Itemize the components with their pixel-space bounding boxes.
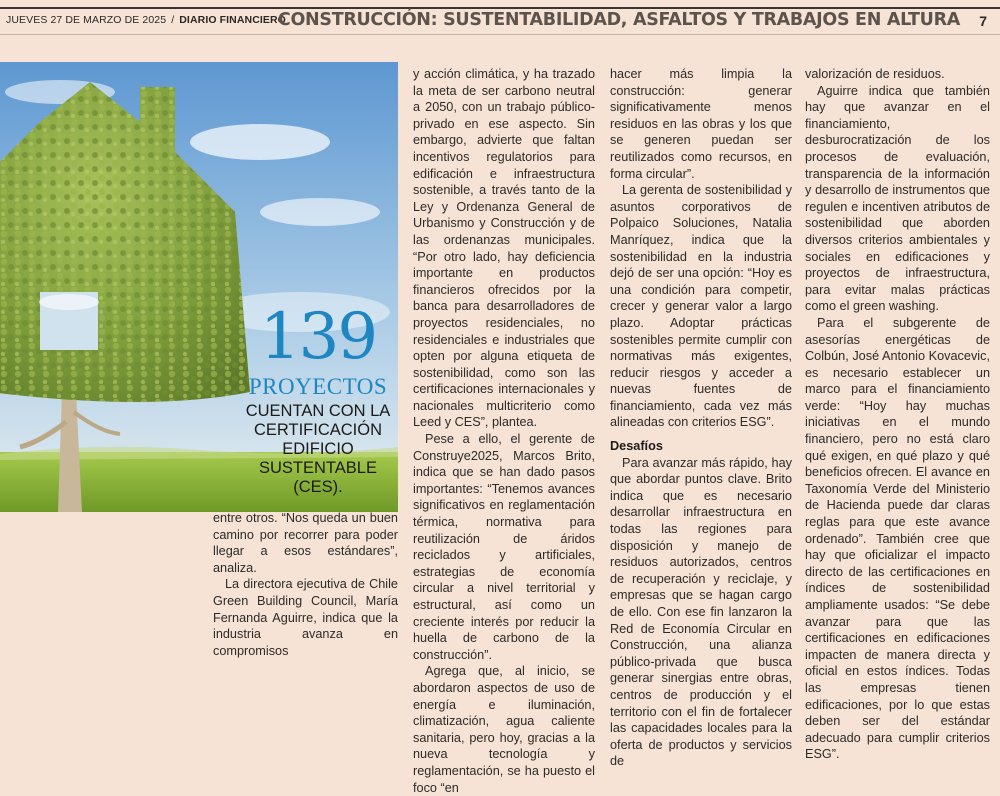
stat-number: 139 [259, 300, 377, 374]
paragraph: entre otros. “Nos queda un buen camino por recorrer para poder llegar a esos estándares”, analiza. [213, 511, 398, 575]
page-number: 7 [979, 13, 987, 29]
header-divider [0, 34, 1000, 35]
article-column-3 [610, 66, 792, 769]
top-rule [0, 7, 1000, 9]
article-column-1 [213, 510, 398, 658]
paragraph: La gerenta de sostenibilidad y asuntos corporativos de Polpaico Soluciones, Natalia Manríquez, indica que la sostenibilidad en la industria dejó de ser una opción: “Hoy es una condición para competir, crecer y generar valor a largo plazo. Adoptar prácticas sostenibles permite cumplir con normativas más exigentes, reducir riesgos y acceder a nuevas fuentes de financiamiento, cada vez más alineadas con criterios ESG”. [610, 183, 792, 430]
stat-caption: CUENTAN CON LA CERTIFICACIÓN EDIFICIO SUSTENTABLE (CES). [245, 402, 391, 496]
stat-unit: PROYECTOS [248, 374, 388, 399]
article-column-4 [805, 66, 990, 762]
page-header-dateline [6, 14, 286, 26]
paragraph: Para el subgerente de asesorías energéticas de Colbún, José Antonio Kovacevic, es necesario establecer un marco para el financiamiento verde: “Hoy hay muchas iniciativas en el mundo financiero, pero no está claro qué exigen, en qué plazo y qué beneficios ofrecen. El avance en Taxonomía Verde del Ministerio de Hacienda puede dar claras reglas para que este avance ordenado”. También cree que hay que oficializar el impacto directo de las certificaciones en índices de sostenibilidad ampliamente usados: “Se debe avanzar para que las certificaciones en edificaciones impacten de manera directa y oficial en estos índices. Todas las empresas tienen edificaciones, por lo que estas deben ser del estándar adecuado para cumplir criterios ESG”. [805, 315, 990, 762]
section-title: CONSTRUCCIÓN: SUSTENTABILIDAD, ASFALTOS Y TRABAJOS EN ALTURA [277, 10, 960, 30]
publication-name: DIARIO FINANCIERO [179, 14, 286, 26]
paragraph: y acción climática, y ha trazado la meta de ser carbono neutral a 2050, con un trabajo público-privado en ese aspecto. Sin embargo, advierte que faltan incentivos regulatorios para edificación e infraestructura sostenible, a través tanto de la Ley y Ordenanza General de Urbanismo y Construcción y de las ordenanzas municipales. “Por otro lado, hay deficiencia importante en productos financieros ofrecidos por la banca para desarrolladores de proyectos residenciales, no residenciales e industriales que opten por alguna etiqueta de sostenibilidad, como son las certificaciones internacionales y nacionales multicriterio como Leed y CES”, plantea. [413, 67, 595, 430]
paragraph: hacer más limpia la construcción: generar significativamente menos residuos en las obras y los que se generen puedan ser reutilizados como recursos, en forma circular”. [610, 67, 792, 181]
paragraph: valorización de residuos. [805, 67, 945, 81]
article-column-2 [413, 66, 595, 795]
subheading-desafios: Desafíos [610, 439, 663, 454]
highlight-stat [238, 300, 398, 496]
paragraph: Pese a ello, el gerente de Construye2025, Marcos Brito, indica que se han dado pasos importantes: “Tenemos avances significativos en reglamentación térmica, normativa para reutilización de áridos reciclados y artificiales, estrategias de economía circular a nivel territorial y estructural, así como un creciente interés por reducir la huella de carbono de la construcción”. [413, 432, 595, 662]
paragraph: Aguirre indica que también hay que avanzar en el financiamiento, desburocratización de los procesos de evaluación, transparencia de la información y desarrollo de instrumentos que regulen e incentiven atributos de sostenibilidad que aborden diversos criterios ambientales y sociales en edificaciones y proyectos de infraestructura, para evitar malas prácticas como el green washing. [805, 83, 990, 314]
issue-date: JUEVES 27 DE MARZO DE 2025 [6, 14, 167, 26]
paragraph: Agrega que, al inicio, se abordaron aspectos de uso de energía e iluminación, climatización, agua caliente sanitaria, pero hoy, gracias a la nueva tecnología y reglamentación, se ha puesto el foco “en [413, 664, 595, 795]
header-separator: / [171, 14, 175, 26]
paragraph: La directora ejecutiva de Chile Green Building Council, María Fernanda Aguirre, indica que la industria avanza en compromisos [213, 577, 398, 658]
paragraph: Para avanzar más rápido, hay que abordar puntos clave. Brito indica que es necesario desarrollar infraestructura en todas las regiones para disposición y manejo de residuos autorizados, centros de recuperación y reciclaje, y empresas que se hagan cargo de ello. Con ese fin lanzaron la Red de Economía Circular en Construcción, una alianza público-privada que busca generar sinergias entre obras, centros de producción y el territorio con el fin de fortalecer las capacidades locales para la oferta de productos y servicios de [610, 455, 792, 769]
